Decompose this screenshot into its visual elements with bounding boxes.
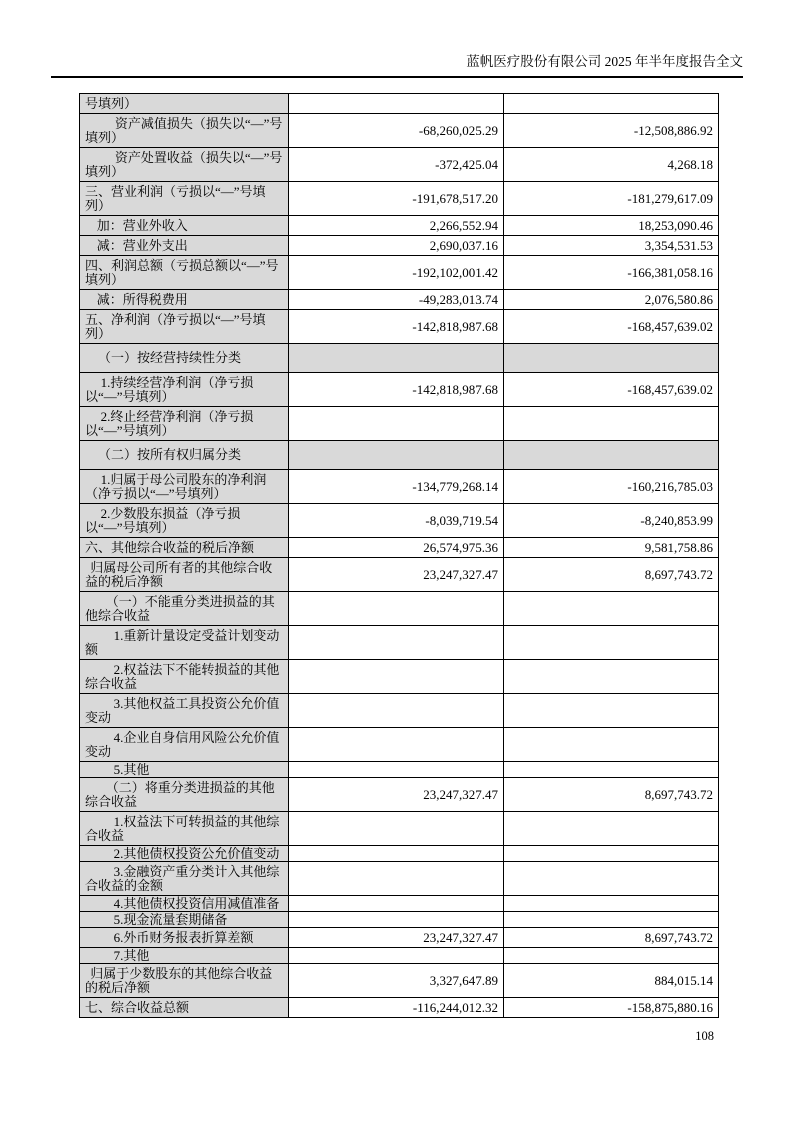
value-current-period: -372,425.04 (289, 148, 504, 182)
row-label: 2.终止经营净利润（净亏损以“—”号填列） (80, 407, 289, 441)
table-row (80, 592, 719, 626)
value-prior-period (504, 762, 719, 778)
table-row (80, 148, 719, 182)
row-label: 2.权益法下不能转损益的其他综合收益 (80, 660, 289, 694)
value-current-period (289, 896, 504, 912)
row-label: （一）不能重分类进损益的其他综合收益 (80, 592, 289, 626)
value-prior-period (504, 846, 719, 862)
row-label: 资产减值损失（损失以“—”号填列） (80, 114, 289, 148)
row-label: 1.持续经营净利润（净亏损以“—”号填列） (80, 373, 289, 407)
value-prior-period: -12,508,886.92 (504, 114, 719, 148)
row-label: （二）将重分类进损益的其他综合收益 (80, 778, 289, 812)
value-prior-period (504, 344, 719, 373)
table-row (80, 694, 719, 728)
table-row (80, 862, 719, 896)
value-prior-period: -168,457,639.02 (504, 373, 719, 407)
value-current-period (289, 862, 504, 896)
row-label: 5.其他 (80, 762, 289, 778)
table-row (80, 660, 719, 694)
value-prior-period: 8,697,743.72 (504, 558, 719, 592)
row-label: 2.其他债权投资公允价值变动 (80, 846, 289, 862)
value-prior-period: 8,697,743.72 (504, 928, 719, 948)
value-current-period (289, 948, 504, 964)
row-label: 7.其他 (80, 948, 289, 964)
table-row (80, 998, 719, 1018)
value-current-period (289, 660, 504, 694)
value-prior-period (504, 94, 719, 114)
table-row (80, 538, 719, 558)
row-label: 加：营业外收入 (80, 216, 289, 236)
page-header-title: 蓝帆医疗股份有限公司 2025 年半年度报告全文 (51, 54, 743, 78)
table-row (80, 912, 719, 928)
table-row (80, 812, 719, 846)
row-label: 资产处置收益（损失以“—”号填列） (80, 148, 289, 182)
value-current-period: 2,690,037.16 (289, 236, 504, 256)
value-prior-period: 18,253,090.46 (504, 216, 719, 236)
value-current-period: -68,260,025.29 (289, 114, 504, 148)
table-row (80, 441, 719, 470)
value-prior-period (504, 660, 719, 694)
row-label: 3.金融资产重分类计入其他综合收益的金额 (80, 862, 289, 896)
value-current-period: 26,574,975.36 (289, 538, 504, 558)
value-current-period (289, 344, 504, 373)
value-current-period (289, 846, 504, 862)
value-prior-period (504, 812, 719, 846)
value-prior-period (504, 694, 719, 728)
value-prior-period (504, 592, 719, 626)
value-current-period (289, 812, 504, 846)
row-label: 三、营业利润（亏损以“—”号填列） (80, 182, 289, 216)
value-prior-period: 4,268.18 (504, 148, 719, 182)
value-current-period (289, 912, 504, 928)
row-label: 1.重新计量设定受益计划变动额 (80, 626, 289, 660)
table-row (80, 373, 719, 407)
table-row (80, 216, 719, 236)
table-row (80, 948, 719, 964)
value-prior-period: -160,216,785.03 (504, 470, 719, 504)
value-prior-period: -166,381,058.16 (504, 256, 719, 290)
value-current-period: -8,039,719.54 (289, 504, 504, 538)
row-label: 五、净利润（净亏损以“—”号填列） (80, 310, 289, 344)
value-prior-period (504, 896, 719, 912)
row-label: 减：所得税费用 (80, 290, 289, 310)
table-row (80, 470, 719, 504)
table-row (80, 290, 719, 310)
value-prior-period: 3,354,531.53 (504, 236, 719, 256)
row-label: 6.外币财务报表折算差额 (80, 928, 289, 948)
row-label: （二）按所有权归属分类 (80, 441, 289, 470)
table-row (80, 928, 719, 948)
value-current-period: 23,247,327.47 (289, 558, 504, 592)
row-label: 1.权益法下可转损益的其他综合收益 (80, 812, 289, 846)
row-label: （一）按经营持续性分类 (80, 344, 289, 373)
value-current-period: -142,818,987.68 (289, 310, 504, 344)
page-number: 108 (695, 1029, 714, 1043)
value-prior-period: -181,279,617.09 (504, 182, 719, 216)
table-row (80, 344, 719, 373)
value-current-period (289, 592, 504, 626)
table-row (80, 407, 719, 441)
value-current-period: 23,247,327.47 (289, 928, 504, 948)
value-current-period: 3,327,647.89 (289, 964, 504, 998)
value-prior-period (504, 728, 719, 762)
value-current-period (289, 94, 504, 114)
table-row (80, 236, 719, 256)
value-prior-period (504, 626, 719, 660)
value-current-period: -192,102,001.42 (289, 256, 504, 290)
value-current-period (289, 694, 504, 728)
value-prior-period: -158,875,880.16 (504, 998, 719, 1018)
table-row (80, 762, 719, 778)
row-label: 号填列） (80, 94, 289, 114)
value-prior-period (504, 441, 719, 470)
table-row (80, 846, 719, 862)
row-label: 归属母公司所有者的其他综合收益的税后净额 (80, 558, 289, 592)
table-row (80, 778, 719, 812)
row-label: 1.归属于母公司股东的净利润（净亏损以“—”号填列） (80, 470, 289, 504)
value-prior-period: 9,581,758.86 (504, 538, 719, 558)
value-prior-period (504, 912, 719, 928)
table-row (80, 728, 719, 762)
row-label: 3.其他权益工具投资公允价值变动 (80, 694, 289, 728)
value-prior-period (504, 862, 719, 896)
row-label: 七、综合收益总额 (80, 998, 289, 1018)
row-label: 2.少数股东损益（净亏损以“—”号填列） (80, 504, 289, 538)
value-prior-period: 884,015.14 (504, 964, 719, 998)
table-row (80, 310, 719, 344)
value-prior-period (504, 407, 719, 441)
value-current-period (289, 626, 504, 660)
value-current-period (289, 762, 504, 778)
table-row (80, 256, 719, 290)
value-current-period: -191,678,517.20 (289, 182, 504, 216)
value-prior-period: -8,240,853.99 (504, 504, 719, 538)
value-current-period (289, 407, 504, 441)
table-row (80, 896, 719, 912)
value-prior-period: 2,076,580.86 (504, 290, 719, 310)
value-current-period (289, 441, 504, 470)
value-prior-period: -168,457,639.02 (504, 310, 719, 344)
row-label: 减：营业外支出 (80, 236, 289, 256)
table-row (80, 94, 719, 114)
value-prior-period: 8,697,743.72 (504, 778, 719, 812)
row-label: 5.现金流量套期储备 (80, 912, 289, 928)
row-label: 六、其他综合收益的税后净额 (80, 538, 289, 558)
value-current-period: -134,779,268.14 (289, 470, 504, 504)
row-label: 归属于少数股东的其他综合收益的税后净额 (80, 964, 289, 998)
value-current-period (289, 728, 504, 762)
table-row (80, 558, 719, 592)
table-row (80, 504, 719, 538)
row-label: 4.其他债权投资信用减值准备 (80, 896, 289, 912)
row-label: 四、利润总额（亏损总额以“—”号填列） (80, 256, 289, 290)
value-prior-period (504, 948, 719, 964)
table-row (80, 964, 719, 998)
table-row (80, 626, 719, 660)
value-current-period: -49,283,013.74 (289, 290, 504, 310)
value-current-period: 2,266,552.94 (289, 216, 504, 236)
table-row (80, 114, 719, 148)
value-current-period: 23,247,327.47 (289, 778, 504, 812)
value-current-period: -142,818,987.68 (289, 373, 504, 407)
row-label: 4.企业自身信用风险公允价值变动 (80, 728, 289, 762)
table-row (80, 182, 719, 216)
value-current-period: -116,244,012.32 (289, 998, 504, 1018)
income-statement-table (79, 93, 719, 1018)
